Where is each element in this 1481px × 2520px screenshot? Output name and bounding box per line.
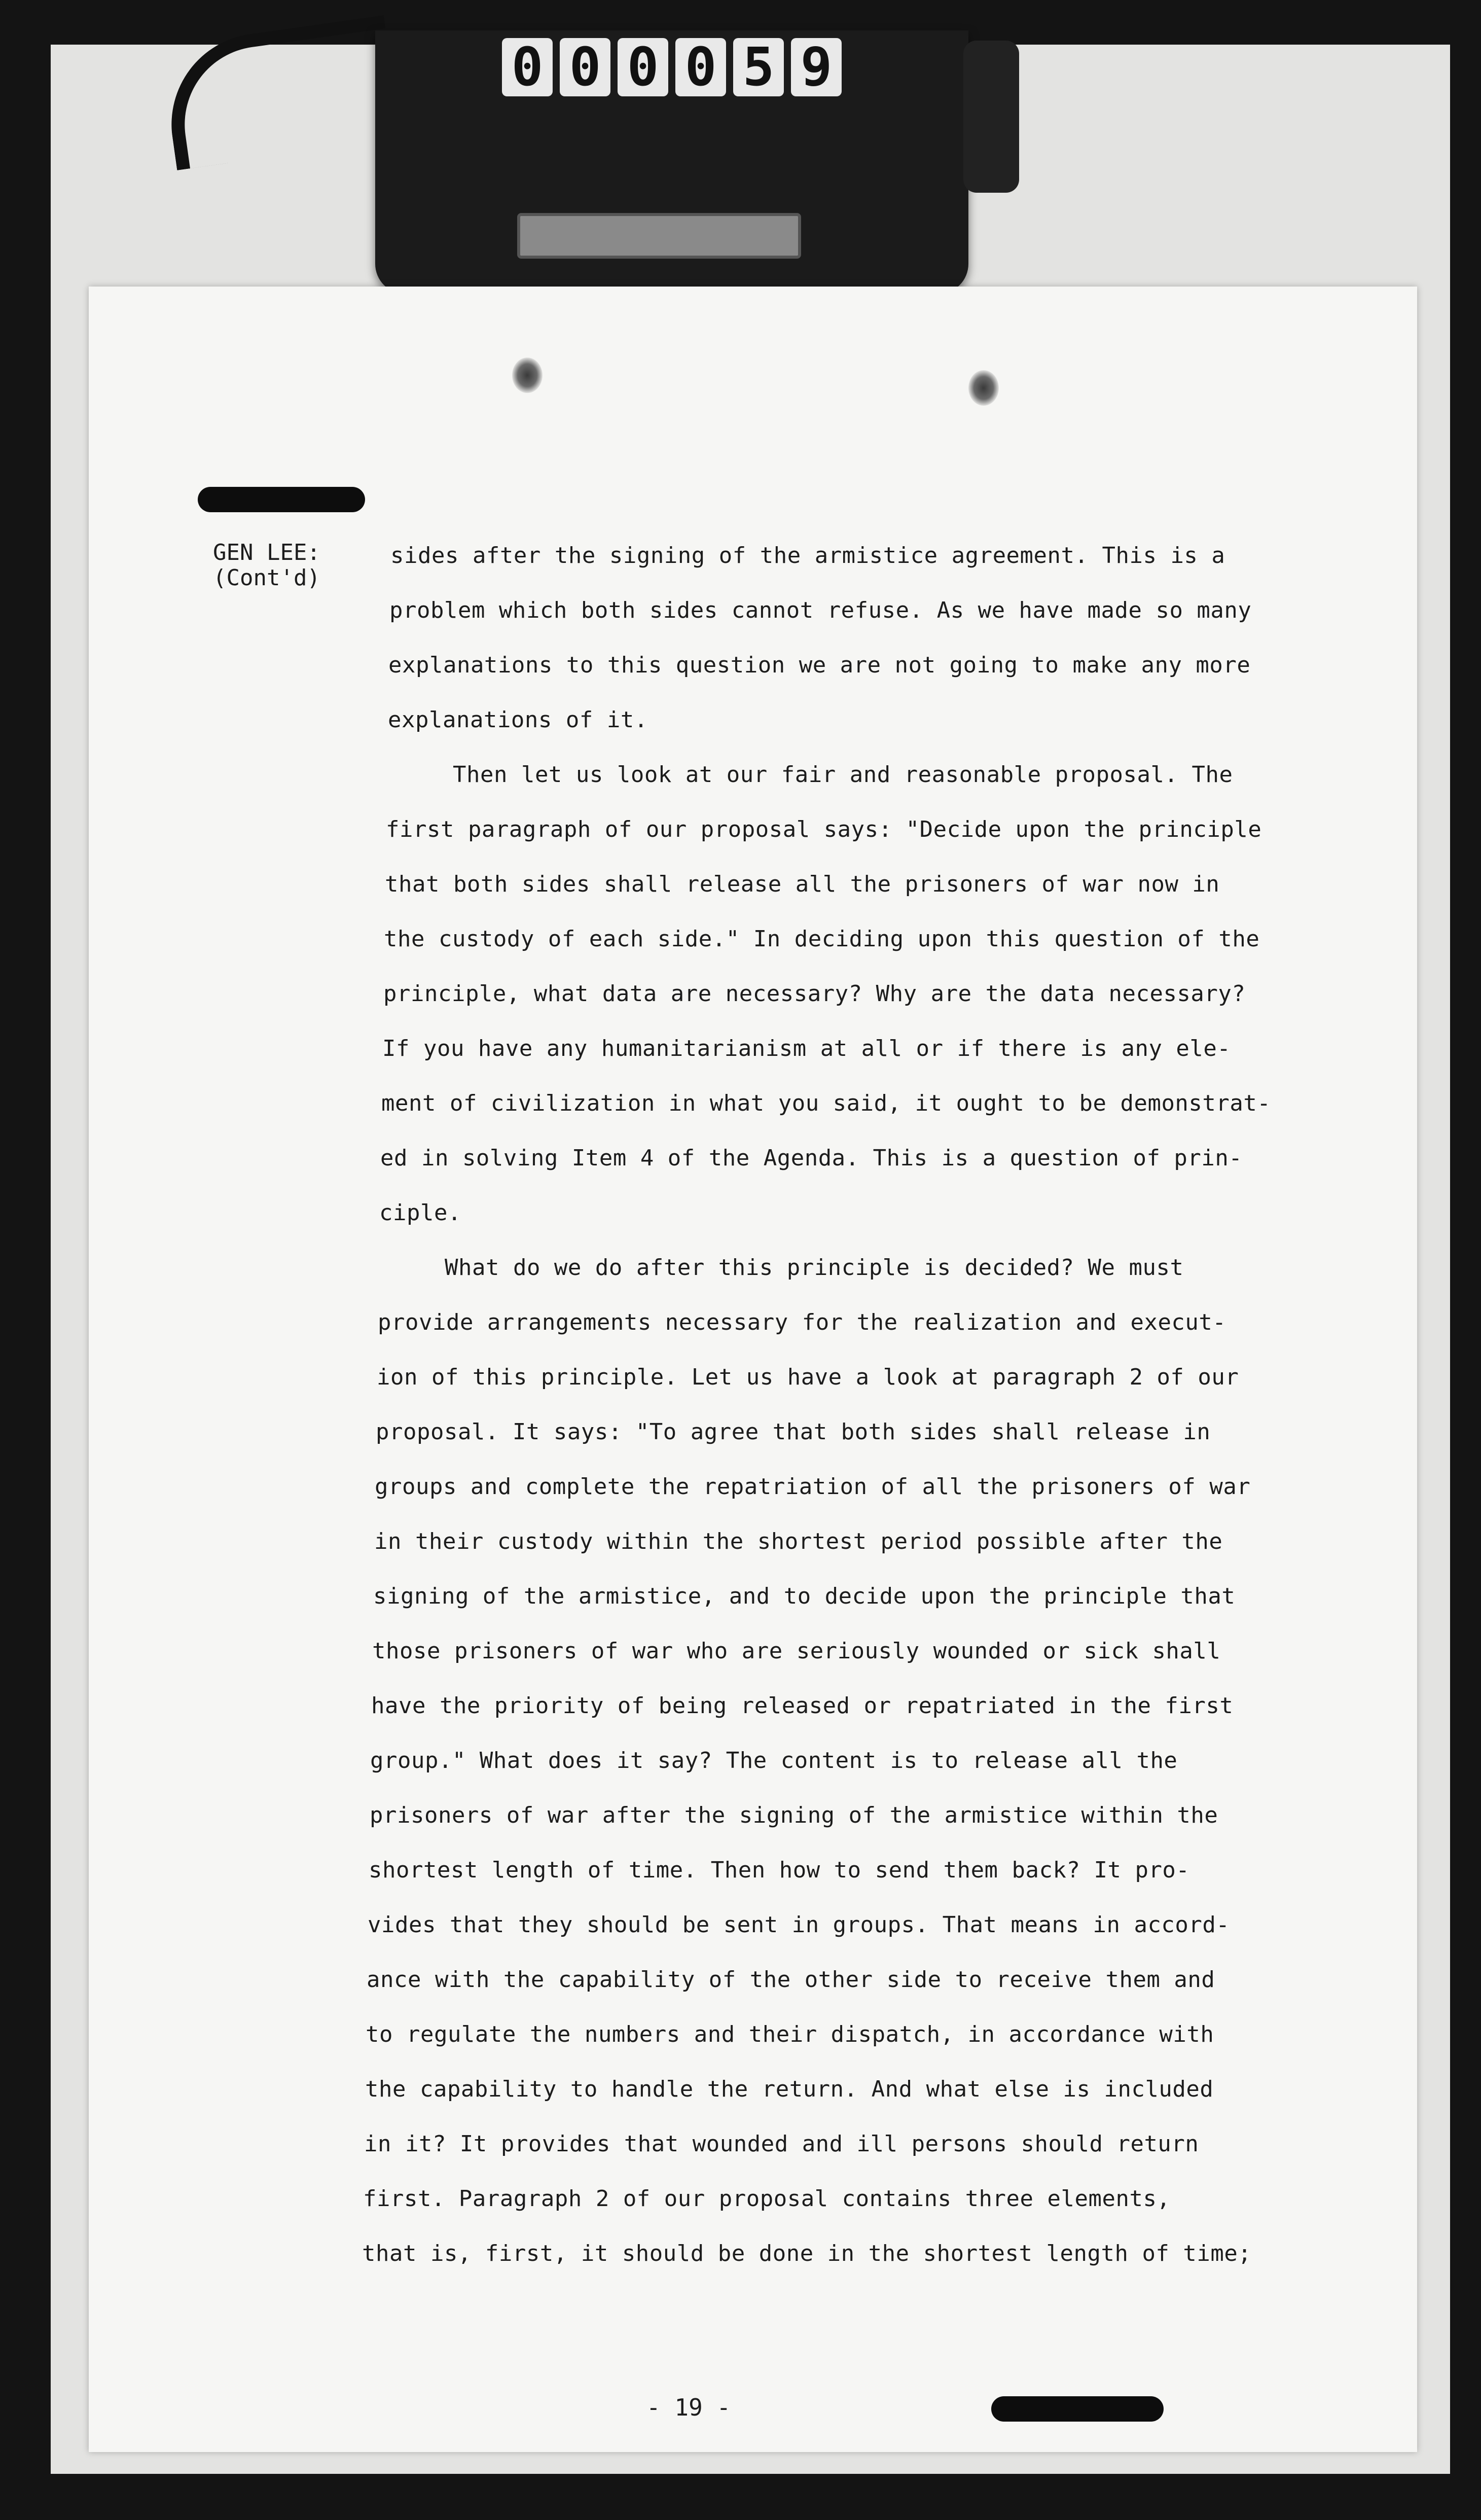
redaction-mark bbox=[198, 487, 365, 512]
counter-digit: 5 bbox=[733, 38, 784, 96]
text-line: ance with the capability of the other side to receive them and bbox=[367, 1967, 1215, 1993]
text-line: problem which both sides cannot refuse. As we have made so many bbox=[389, 597, 1252, 623]
text-line: first. Paragraph 2 of our proposal contains three elements, bbox=[363, 2186, 1171, 2212]
text-line: If you have any humanitarianism at all or if there is any ele- bbox=[382, 1036, 1231, 1061]
text-line: shortest length of time. Then how to send them back? It pro- bbox=[369, 1857, 1190, 1883]
speaker-label bbox=[213, 540, 320, 591]
text-line: explanations of it. bbox=[388, 707, 648, 733]
punch-hole bbox=[512, 358, 543, 393]
text-line: group." What does it say? The content is to release all the bbox=[370, 1748, 1178, 1773]
page-number: - 19 - bbox=[646, 2394, 731, 2421]
text-line: in their custody within the shortest period possible after the bbox=[374, 1529, 1223, 1554]
text-line: explanations to this question we are not going to make any more bbox=[388, 652, 1251, 678]
punch-hole bbox=[968, 370, 999, 406]
text-line: vides that they should be sent in groups. That means in accord- bbox=[368, 1912, 1230, 1938]
text-line: groups and complete the repatriation of all the prisoners of war bbox=[375, 1474, 1251, 1500]
text-line: the custody of each side." In deciding upon this question of the bbox=[384, 926, 1260, 952]
text-line: Then let us look at our fair and reasonable proposal. The bbox=[453, 762, 1233, 788]
counter-digit: 0 bbox=[618, 38, 668, 96]
text-line: signing of the armistice, and to decide upon the principle that bbox=[373, 1583, 1236, 1609]
frame-counter-digits bbox=[502, 38, 842, 96]
text-line: to regulate the numbers and their dispatch, in accordance with bbox=[366, 2021, 1214, 2047]
text-line: What do we do after this principle is decided? We must bbox=[445, 1255, 1184, 1281]
text-line: ion of this principle. Let us have a look at paragraph 2 of our bbox=[377, 1364, 1239, 1390]
text-line: proposal. It says: "To agree that both sides shall release in bbox=[376, 1419, 1211, 1445]
text-line: those prisoners of war who are seriously wounded or sick shall bbox=[372, 1638, 1221, 1664]
text-line: that both sides shall release all the prisoners of war now in bbox=[385, 871, 1220, 897]
text-line: ciple. bbox=[379, 1200, 461, 1226]
text-line: first paragraph of our proposal says: "Decide upon the principle bbox=[386, 817, 1262, 842]
text-line: principle, what data are necessary? Why are the data necessary? bbox=[383, 981, 1246, 1007]
counter-digit: 0 bbox=[675, 38, 726, 96]
text-line: have the priority of being released or repatriated in the first bbox=[371, 1693, 1234, 1719]
text-line: ment of civilization in what you said, it ought to be demonstrat- bbox=[381, 1090, 1271, 1116]
text-line: that is, first, it should be done in the shortest length of time; bbox=[362, 2241, 1252, 2266]
speaker-continued: (Cont'd) bbox=[213, 565, 320, 591]
text-line: the capability to handle the return. And what else is included bbox=[365, 2076, 1214, 2102]
frame-counter bbox=[375, 30, 968, 294]
text-line: in it? It provides that wounded and ill persons should return bbox=[364, 2131, 1199, 2157]
typed-page bbox=[89, 287, 1417, 2452]
text-line: sides after the signing of the armistice agreement. This is a bbox=[390, 543, 1225, 569]
counter-digit: 9 bbox=[791, 38, 842, 96]
text-line: provide arrangements necessary for the realization and execut- bbox=[378, 1309, 1226, 1335]
counter-digit: 0 bbox=[560, 38, 610, 96]
counter-knob bbox=[963, 41, 1019, 193]
text-line: prisoners of war after the signing of the armistice within the bbox=[370, 1802, 1218, 1828]
counter-nameplate bbox=[517, 213, 801, 259]
redaction-mark bbox=[991, 2396, 1164, 2422]
counter-digit: 0 bbox=[502, 38, 553, 96]
speaker-name: GEN LEE: bbox=[213, 540, 320, 565]
text-line: ed in solving Item 4 of the Agenda. This is a question of prin- bbox=[380, 1145, 1243, 1171]
